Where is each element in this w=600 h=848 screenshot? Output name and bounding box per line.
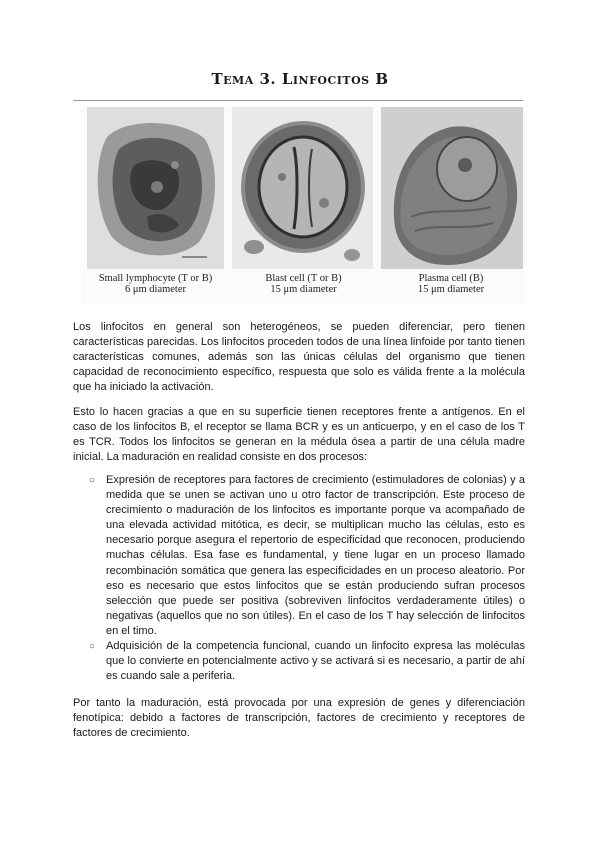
plasma-cell-caption [377,273,525,295]
bullet-circle-icon: ○ [89,641,96,653]
lymphocyte-figure [81,107,525,304]
list-item-text: Adquisición de la competencia funcional, cuando un linfocito expresa las moléculas que lo convierte en potencialmente activo y se activará si es necesario, a partir de ahí es cuando sale a periferia. [106,640,525,683]
blast-cell-caption [230,273,377,295]
list-item-text: Expresión de receptores para factores de crecimiento (estimuladores de colonias) y a medida que se unen se activan uno u otro factor de transcripción. Este proceso de crecimiento o maduración de los linfocitos es importante porque va acompañado de una elevada actividad mitótica, es decir, se multiplican mucho las células, esto es necesario porque asegura el repertorio de especificidad que reconocen, produciendo muchas células. Esa fase es fundamental, y tiene lugar en un proceso llamado recombinación somática que genera las especificidades en un proceso aleatorio. Por eso es necesario que estos linfocitos que se están produciendo sufran procesos selección que puede ser positiva (sobreviven linfocitos verdaderamente útiles) o negativas (aquellos que no son útiles). En el caso de los T hay selección de linfocitos en el timo. [106,474,525,637]
plasma-cell-micrograph [381,107,523,269]
caption-line: 15 μm diameter [417,284,485,295]
small-lymphocyte-caption [81,273,230,295]
list-item [73,639,525,684]
caption-line: 6 μm diameter [124,284,187,295]
paragraph: Los linfocitos en general son heterogéneos, se pueden diferenciar, pero tienen características parecidas. Los linfocitos proceden todos de una línea linfoide por tanto tienen características comunes, además son las únicas células del organismo que tienen capacidad de reconocimiento específico, respuesta que solo es válida frente a la molécula que ha iniciado la activación. [73,321,525,394]
caption-line: Plasma cell (B) [418,273,484,284]
small-lymphocyte-micrograph [87,107,224,269]
caption-line: Small lymphocyte (T or B) [98,273,213,284]
caption-line: 15 μm diameter [270,284,337,295]
caption-line: Blast cell (T or B) [265,273,342,284]
title-divider [73,100,523,101]
paragraph: Por tanto la maduración, está provocada por una expresión de genes y diferenciación fenotípica: debido a factores de transcripción, factores de crecimiento y receptores de factores de crecimiento. [73,697,525,740]
blast-cell-micrograph [232,107,373,269]
list-item [73,473,525,639]
bullet-circle-icon: ○ [89,475,96,486]
paragraph: Esto lo hacen gracias a que en su superficie tienen receptores frente a antígenos. En el caso de los linfocitos B, el receptor se llama BCR y es un anticuerpo, y en el caso de los T es TCR. Todos los linfocitos se generan en la médula ósea a partir de una célula madre inicial. La maduración en realidad consiste en dos procesos: [73,406,525,464]
maturation-process-list [73,473,525,684]
page-title: Tema 3. Linfocitos B [211,70,389,88]
